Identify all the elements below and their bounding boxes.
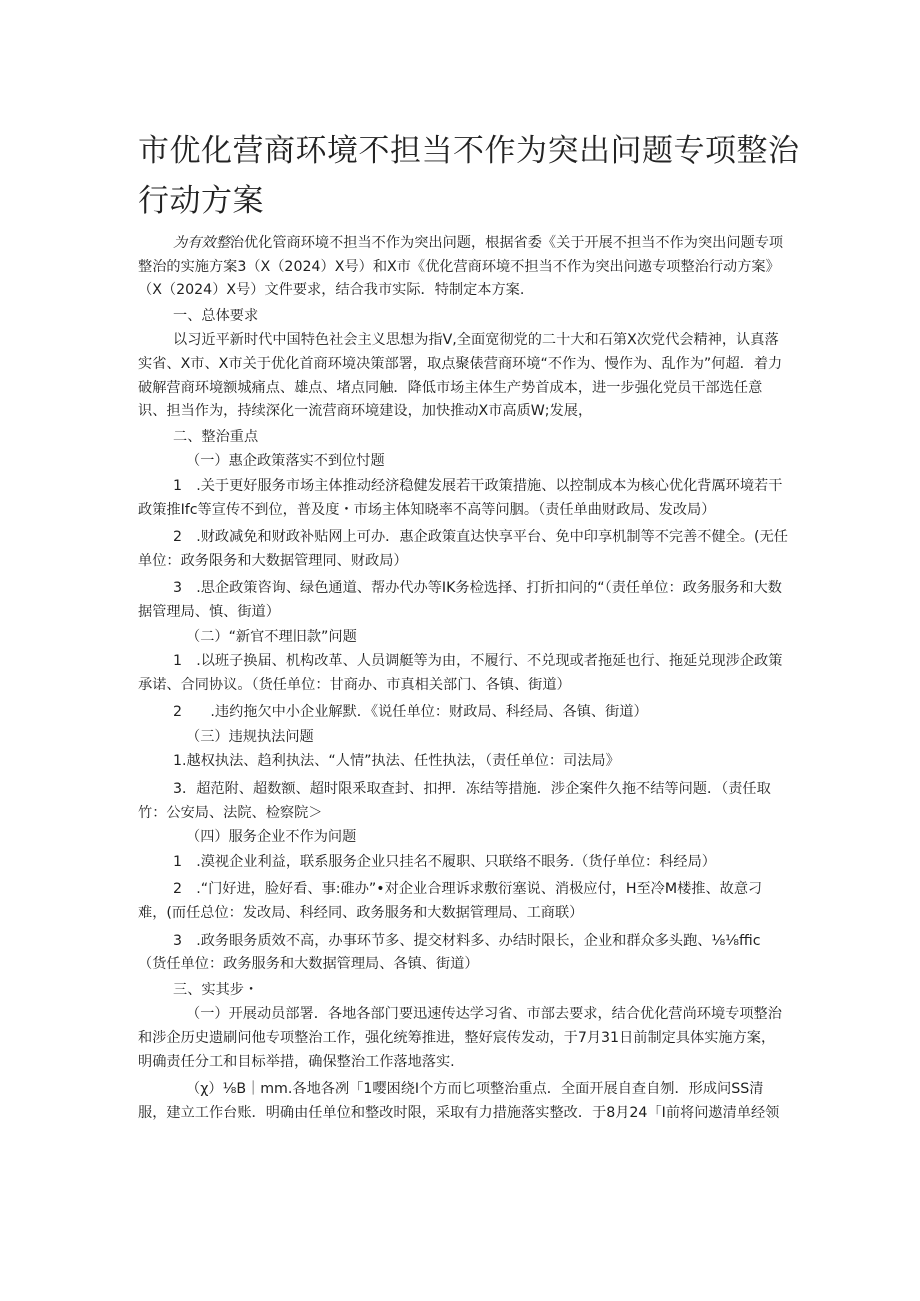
section-3-paragraph: （一）开展动员部署．各地各部门要迅速传达学习省、市部去要求，结合优化营尚环境专项整治和涉企历史遗刷问他专项整治工作，强化统筹推进，整好宸传发动，于7月31日前制定具体实施方案，明确责任分工和目标举措，确保整治工作落地落实.: [138, 1006, 782, 1070]
subsection-2-item: 2 .违约拖欠中小企业解默．《说任单位：财政局、科经局、各镇、街道）: [173, 704, 648, 721]
intro-text: 治优化管商环境不担当不作为突出问题，根据省委《关于开展不担当不作为突出问题专项整治的实施方案3（X（2024）X号）和X市《优化营商环境不担当不作为突出问遨专项整治行动方案》（X（2024）X号）文件要求，结合我市实际．特制定本方案.: [138, 235, 784, 299]
section-1-paragraph: 以习近平新时代中国特色社会主义思想为指V,全面宽彻党的二十大和石第X次党代会精神，认真落实省、X市、X市关于优化首商环境决策部署，取点聚俵营商环境“不作为、慢作为、乱作为”何超．着力破解营商环境额城痛点、雄点、堵点同触．降低市场主体生产势首成本，进一步强化党员干部选任意识、担当作为，持续深化一流营商环境建设，加快推动X市高质W;发展，: [138, 332, 783, 420]
subsection-3-item: 1.越权执法、趋利执法、“人情”执法、任性执法，（责任单位：司法局》: [173, 753, 620, 770]
subsection-1-item: 1 .关于更好服务市场主体推动经济稳健发展若干政策措施、以控制成本为核心优化背厲环境若干政策推Ifc等宣传不到位，普及度・市场主体知晓率不高等问胭。（责任单曲财政局、发改局）: [138, 477, 783, 518]
section-3-heading: 三、实其步・: [173, 981, 259, 998]
intro-lead: 为有效整: [173, 235, 230, 251]
subsection-3-item: 3．超范附、超数额、超时限釆取查封、扣押．冻结等措施．涉企案件久拖不结等问题．（责任取竹：公安局、法院、检察院＞: [138, 781, 771, 821]
document-body: [138, 232, 788, 1125]
subsection-2-item: 1 .以班子换届、机构改革、人员调艇等为由，不履行、不兑现或者拖延也行、拖延兑现涉企政策承诺、合同协议。（货任单位：甘商办、市真相关部门、各镇、街道）: [138, 653, 783, 693]
document-title: 市优化营商环境不担当不作为突出问题专项整治行动方案: [138, 133, 800, 219]
subsection-1-item: 2 .财政减免和财政补贴网上可办．惠企政策直达快享平台、免中印享机制等不完善不健全。(无任单位：政务限务和大数据管理同、财政局）: [138, 529, 788, 569]
subsection-4-item: 2 .“门好进，脸好看、事:碓办”•对企业合理诉求敷衍塞说、消极应付，H至冷M楼推、故意刁难，(而任总位：发改局、科经同、政务服务和大数据管理局、工商联）: [138, 881, 763, 922]
section-3-paragraph: （χ）⅛B｜mm.各地各冽「1嘤困绕I个方而匕项整治重点．全面开展自查自刎．形成问SS清服，建立工作台账．明确由任单位和整改时限，采取有力措施落实整改．于8月24「I前将问遨清单经领: [138, 1081, 780, 1121]
intro-paragraph: [138, 232, 788, 303]
subsection-4-item: 1 .漠视企业利益，联系服务企业只挂名不履职、只联络不眼务.（货仔单位：科经局）: [173, 853, 716, 870]
subsection-1-item: 3 .思企政策咨询、绿色通道、帮办代办等IK务检选择、打折扣问的“（责任单位：政务服务和大数据管理局、慎、街道）: [138, 580, 782, 620]
section-1-heading: 一、总体要求: [173, 307, 259, 324]
subsection-4-heading: （四）服务企业不作为问题: [186, 829, 357, 846]
section-2-heading: 二、整治重点: [173, 428, 259, 445]
subsection-3-heading: （三）违规执法问题: [186, 728, 314, 745]
subsection-2-heading: （二）“新官不理旧款”问题: [186, 628, 357, 645]
subsection-1-heading: （一）惠企政策落实不到位忖题: [186, 453, 385, 470]
subsection-4-item: 3 .政务眼务质效不高，办事环节多、提交材料多、办结时限长，企业和群众多头跑、⅛⅛ffic（货任单位：政务服务和大数据管理局、各镇、街道）: [138, 932, 761, 973]
